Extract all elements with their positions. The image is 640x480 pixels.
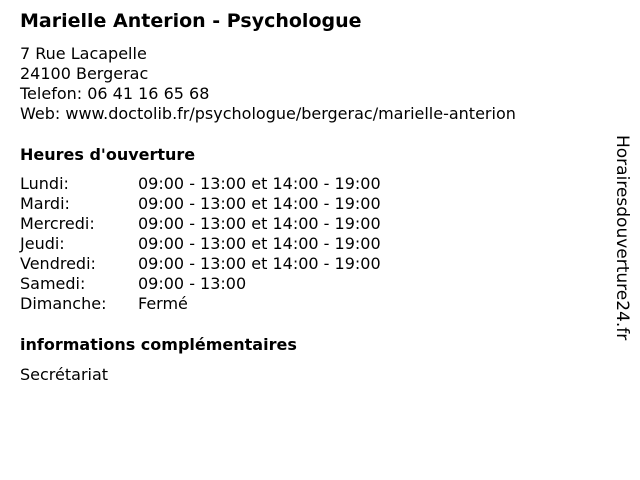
city-postal: 24100 Bergerac (20, 64, 149, 83)
day-label: Dimanche: (20, 294, 107, 313)
day-label: Mardi: (20, 194, 70, 213)
page-title: Marielle Anterion - Psychologue (20, 10, 362, 32)
time-value: 09:00 - 13:00 et 14:00 - 19:00 (138, 174, 381, 193)
hours-row-sunday (20, 294, 381, 314)
info-text: Secrétariat (20, 365, 109, 384)
hours-table (20, 174, 381, 314)
day-label: Samedi: (20, 274, 86, 293)
day-label: Lundi: (20, 174, 69, 193)
hours-row-wednesday (20, 214, 381, 234)
site-watermark: Horairesdouverture24.fr (612, 135, 632, 341)
time-value: 09:00 - 13:00 et 14:00 - 19:00 (138, 234, 381, 253)
time-value: 09:00 - 13:00 et 14:00 - 19:00 (138, 214, 381, 233)
website: Web: www.doctolib.fr/psychologue/bergerac/marielle-anterion (20, 104, 516, 123)
phone-number: Telefon: 06 41 16 65 68 (20, 84, 210, 103)
info-heading: informations complémentaires (20, 335, 297, 354)
hours-row-friday (20, 254, 381, 274)
time-value: 09:00 - 13:00 (138, 274, 247, 293)
street-address: 7 Rue Lacapelle (20, 44, 147, 63)
time-value: 09:00 - 13:00 et 14:00 - 19:00 (138, 254, 381, 273)
time-value: 09:00 - 13:00 et 14:00 - 19:00 (138, 194, 381, 213)
hours-row-thursday (20, 234, 381, 254)
day-label: Vendredi: (20, 254, 96, 273)
address-block (20, 44, 516, 124)
time-value: Fermé (138, 294, 188, 313)
hours-heading: Heures d'ouverture (20, 145, 196, 164)
hours-row-monday (20, 174, 381, 194)
day-label: Jeudi: (20, 234, 65, 253)
hours-row-tuesday (20, 194, 381, 214)
hours-row-saturday (20, 274, 381, 294)
day-label: Mercredi: (20, 214, 95, 233)
